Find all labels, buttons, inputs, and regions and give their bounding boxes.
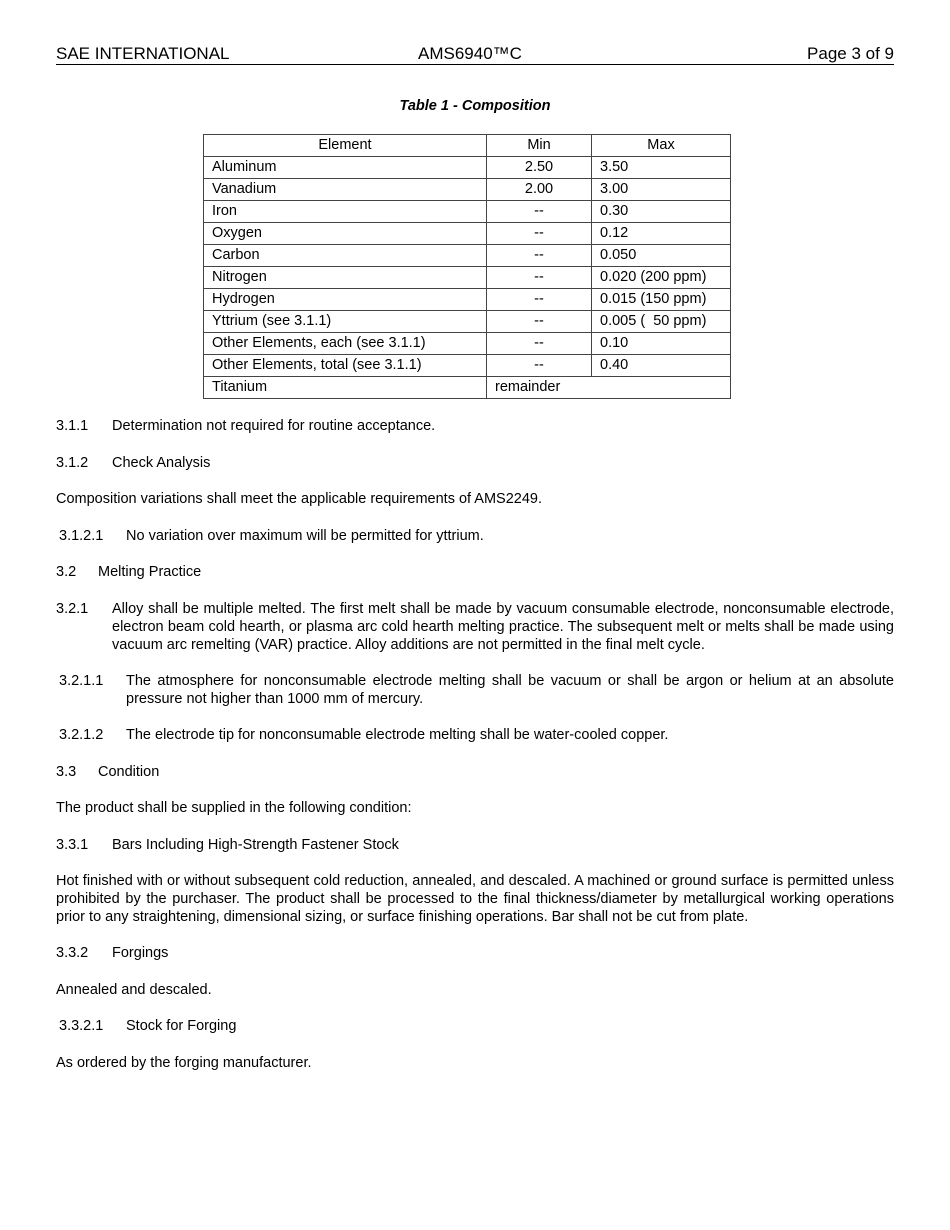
cell-element: Yttrium (see 3.1.1) <box>204 311 487 333</box>
cell-element: Hydrogen <box>204 289 487 311</box>
section-3-3 <box>56 763 894 781</box>
cell-max: 0.12 <box>592 223 731 245</box>
table-row <box>204 289 731 311</box>
table-row <box>204 355 731 377</box>
paragraph-text: Annealed and descaled. <box>56 982 212 998</box>
paragraph-stock <box>56 1054 894 1072</box>
cell-element: Vanadium <box>204 179 487 201</box>
cell-max: 3.50 <box>592 157 731 179</box>
table-caption: Table 1 - Composition <box>399 98 551 114</box>
header-doc-id: AMS6940™C <box>418 44 522 63</box>
section-number: 3.2.1.1 <box>59 673 104 689</box>
section-number: 3.2 <box>56 564 77 580</box>
table-row <box>204 267 731 289</box>
table-row <box>204 201 731 223</box>
cell-min: -- <box>487 355 592 377</box>
section-3-3-2-1 <box>56 1017 894 1035</box>
column-header-min: Min <box>487 135 592 157</box>
section-number: 3.2.1 <box>56 601 89 617</box>
section-3-3-2 <box>56 944 894 962</box>
table-row <box>204 333 731 355</box>
paragraph-text: Composition variations shall meet the applicable requirements of AMS2249. <box>56 491 543 507</box>
cell-min: -- <box>487 223 592 245</box>
section-number: 3.2.1.2 <box>59 727 104 743</box>
section-text: The atmosphere for nonconsumable electrode melting shall be vacuum or shall be argon or helium at an absolute pressure not higher than 1000 mm of mercury. <box>126 673 894 707</box>
cell-element: Other Elements, each (see 3.1.1) <box>204 333 487 355</box>
header-org: SAE INTERNATIONAL <box>56 44 230 63</box>
table-row-titanium <box>204 377 731 399</box>
section-heading: Forgings <box>112 945 169 961</box>
section-number: 3.3 <box>56 764 77 780</box>
section-number: 3.3.2 <box>56 945 89 961</box>
cell-min: -- <box>487 245 592 267</box>
paragraph-text: As ordered by the forging manufacturer. <box>56 1055 312 1071</box>
composition-table-body <box>204 157 731 399</box>
section-number: 3.3.2.1 <box>59 1018 104 1034</box>
section-number: 3.1.2 <box>56 455 89 471</box>
cell-min: -- <box>487 311 592 333</box>
cell-max: 0.30 <box>592 201 731 223</box>
section-heading: Check Analysis <box>112 455 211 471</box>
cell-max: 0.020 (200 ppm) <box>592 267 731 289</box>
paragraph-forgings <box>56 981 894 999</box>
cell-min: 2.50 <box>487 157 592 179</box>
section-3-1-2 <box>56 454 894 472</box>
section-text: The electrode tip for nonconsumable electrode melting shall be water-cooled copper. <box>126 727 669 743</box>
cell-element: Iron <box>204 201 487 223</box>
section-heading: Stock for Forging <box>126 1018 237 1034</box>
paragraph-condition <box>56 799 894 817</box>
section-text: No variation over maximum will be permitted for yttrium. <box>126 528 484 544</box>
cell-element: Nitrogen <box>204 267 487 289</box>
table-row <box>204 311 731 333</box>
section-heading: Melting Practice <box>98 564 202 580</box>
section-number: 3.3.1 <box>56 837 89 853</box>
section-heading: Condition <box>98 764 160 780</box>
header-page-number: Page 3 of 9 <box>807 44 894 63</box>
section-heading: Bars Including High-Strength Fastener Stock <box>112 837 399 853</box>
paragraph-text: Hot finished with or without subsequent cold reduction, annealed, and descaled. A machined or ground surface is permitted unless prohibited by the purchaser. The product shall be processed to the final thickness/diameter by metallurgical working operations prior to any straightening, dimensional sizing, or surface finishing operations. Bar shall not be cut from plate. <box>56 873 894 925</box>
paragraph-bars <box>56 872 894 926</box>
column-header-max: Max <box>592 135 731 157</box>
cell-min: -- <box>487 333 592 355</box>
cell-max: 0.10 <box>592 333 731 355</box>
section-text: Alloy shall be multiple melted. The first melt shall be made by vacuum consumable electrode, nonconsumable electrode, electron beam cold hearth, or plasma arc cold hearth melting practice. The subsequent melt or melts shall be made using vacuum arc remelting (VAR) practice. Alloy additions are not permitted in the final melt cycle. <box>112 601 894 653</box>
section-3-2-1 <box>56 600 894 654</box>
section-3-3-1 <box>56 836 894 854</box>
section-number: 3.1.1 <box>56 418 89 434</box>
cell-element: Other Elements, total (see 3.1.1) <box>204 355 487 377</box>
section-3-2-1-1 <box>56 672 894 708</box>
column-header-element: Element <box>204 135 487 157</box>
cell-max: 0.015 (150 ppm) <box>592 289 731 311</box>
table-header-row <box>204 135 731 157</box>
cell-element: Carbon <box>204 245 487 267</box>
cell-element: Aluminum <box>204 157 487 179</box>
composition-table <box>203 134 731 399</box>
table-row <box>204 179 731 201</box>
cell-max: 0.40 <box>592 355 731 377</box>
cell-min: -- <box>487 289 592 311</box>
cell-max: 0.005 ( 50 ppm) <box>592 311 731 333</box>
page-header <box>56 44 894 65</box>
cell-element: Titanium <box>204 377 487 399</box>
table-row <box>204 157 731 179</box>
section-number: 3.1.2.1 <box>59 528 104 544</box>
section-3-1-2-1 <box>56 527 894 545</box>
cell-min: -- <box>487 267 592 289</box>
section-3-2-1-2 <box>56 726 894 744</box>
section-text: Determination not required for routine acceptance. <box>112 418 436 434</box>
section-3-1-1 <box>56 417 894 435</box>
cell-min: 2.00 <box>487 179 592 201</box>
table-row <box>204 223 731 245</box>
cell-max: 3.00 <box>592 179 731 201</box>
cell-max: 0.050 <box>592 245 731 267</box>
paragraph-check-analysis <box>56 490 894 508</box>
cell-element: Oxygen <box>204 223 487 245</box>
paragraph-text: The product shall be supplied in the following condition: <box>56 800 412 816</box>
table-row <box>204 245 731 267</box>
section-3-2 <box>56 563 894 581</box>
cell-min: -- <box>487 201 592 223</box>
cell-remainder: remainder <box>487 377 731 399</box>
